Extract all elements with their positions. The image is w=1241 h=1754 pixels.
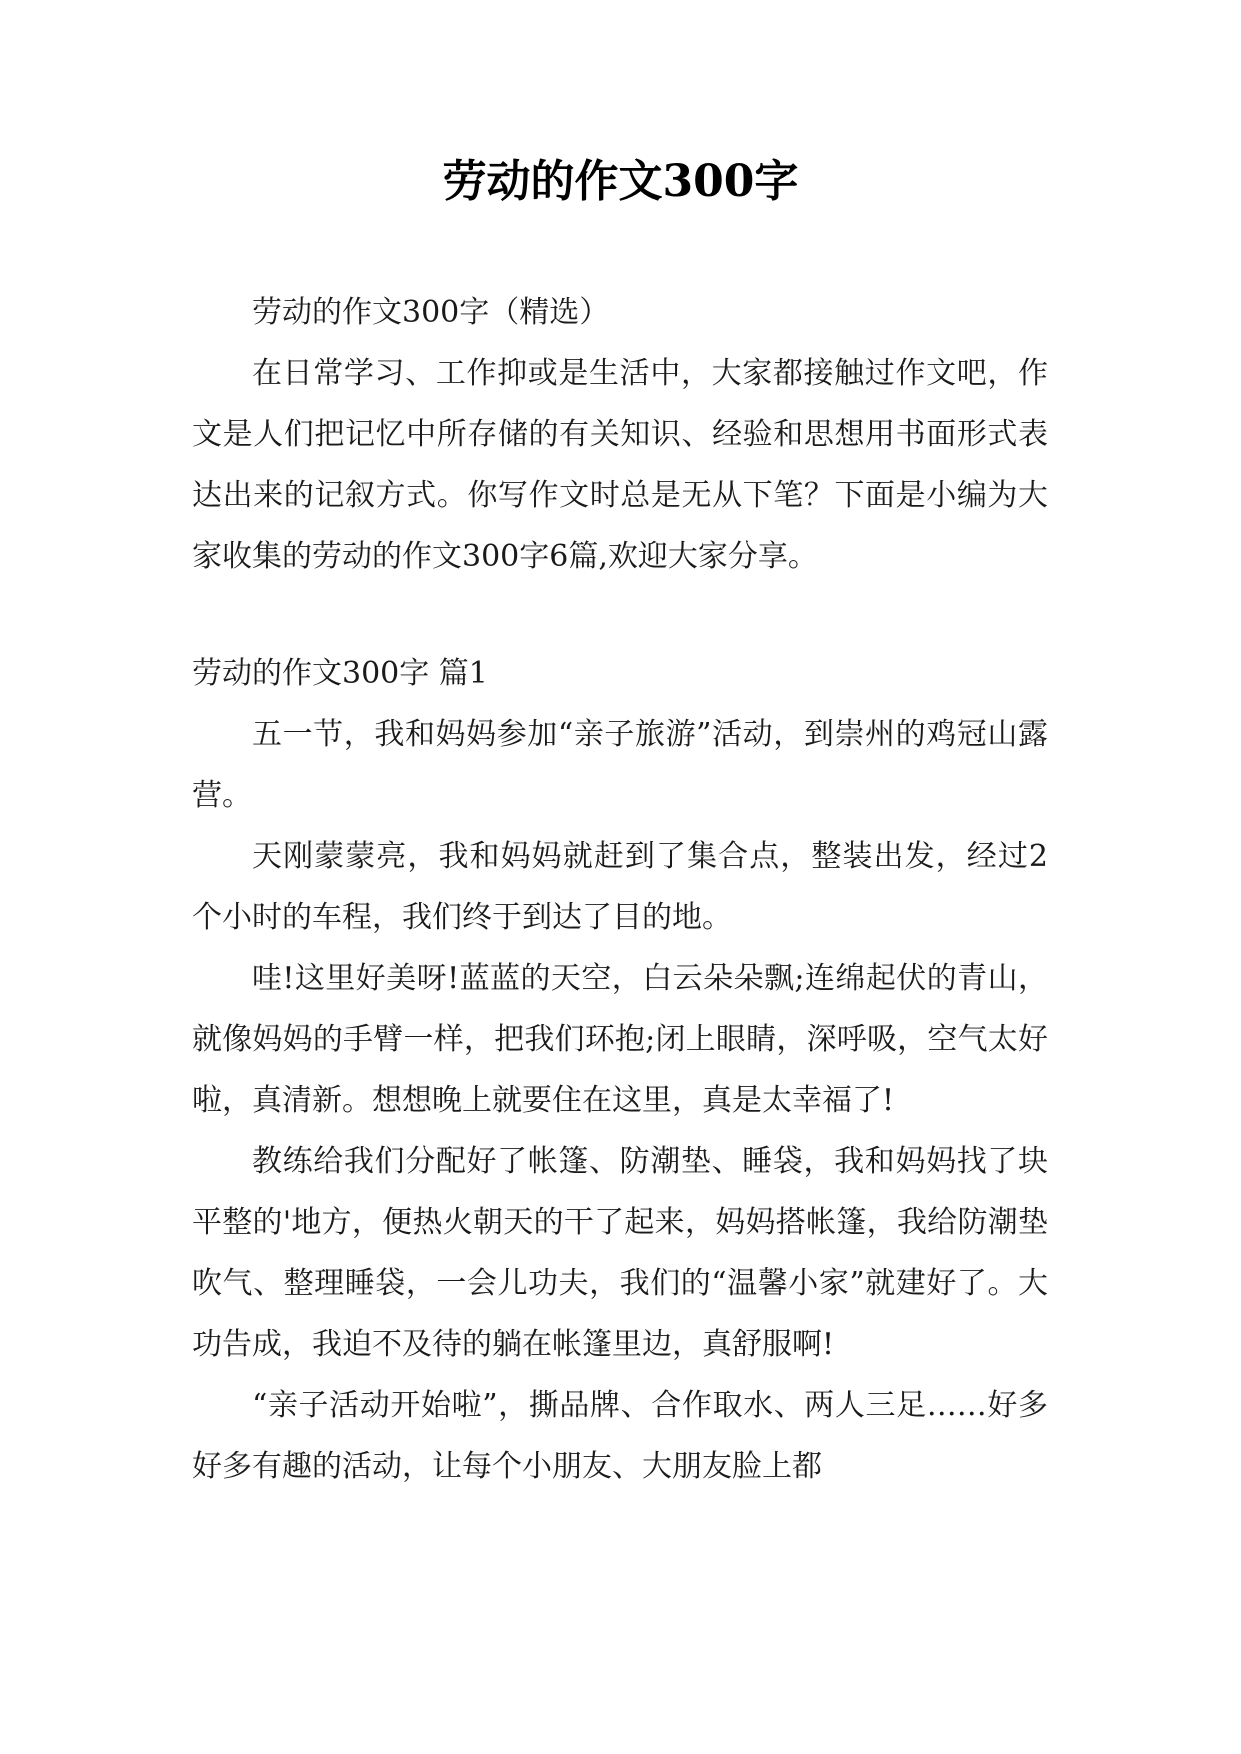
subtitle: 劳动的作文300字（精选）	[252, 295, 610, 330]
body-paragraph: 五一节，我和妈妈参加“亲子旅游”活动，到崇州的鸡冠山露营。	[192, 717, 1048, 813]
body-paragraph: 教练给我们分配好了帐篷、防潮垫、睡袋，我和妈妈找了块平整的'地方，便热火朝天的干了起来，妈妈搭帐篷，我给防潮垫吹气、整理睡袋，一会儿功夫，我们的“温馨小家”就建好了。大功告成，我迫不及待的躺在帐篷里边，真舒服啊!	[192, 1144, 1048, 1362]
body-paragraph: 哇!这里好美呀!蓝蓝的天空，白云朵朵飘;连绵起伏的青山，就像妈妈的手臂一样，把我们环抱;闭上眼睛，深呼吸，空气太好啦，真清新。想想晚上就要住在这里，真是太幸福了!	[192, 961, 1048, 1118]
intro-paragraph: 在日常学习、工作抑或是生活中，大家都接触过作文吧，作文是人们把记忆中所存储的有关知识、经验和思想用书面形式表达出来的记叙方式。你写作文时总是无从下笔？下面是小编为大家收集的劳动的作文300字6篇,欢迎大家分享。	[192, 356, 1048, 574]
section-heading: 劳动的作文300字 篇1	[192, 656, 488, 691]
document-body	[192, 282, 1048, 1497]
body-paragraph: 天刚蒙蒙亮，我和妈妈就赶到了集合点，整装出发，经过2个小时的车程，我们终于到达了目的地。	[192, 839, 1048, 935]
body-paragraph: “亲子活动开始啦”，撕品牌、合作取水、两人三足……好多好多有趣的活动，让每个小朋友、大朋友脸上都	[192, 1388, 1048, 1484]
document-title: 劳动的作文300字	[442, 156, 799, 207]
